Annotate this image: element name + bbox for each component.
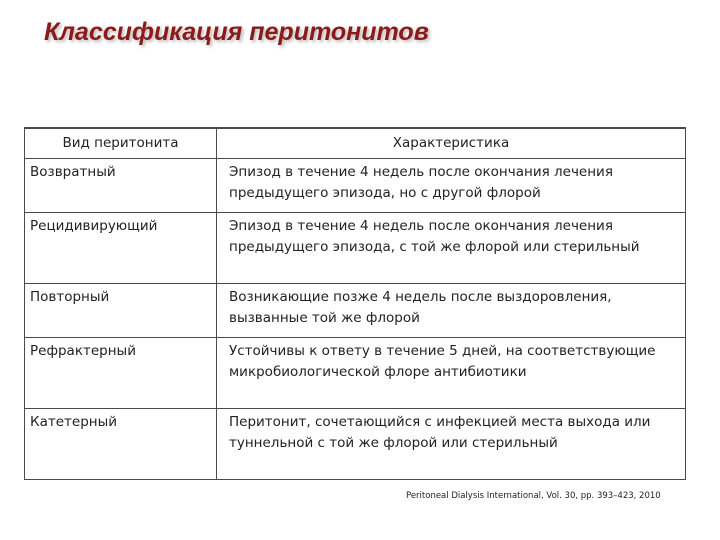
table-row xyxy=(25,409,686,480)
slide-title: Классификация перитонитов xyxy=(44,18,429,46)
peritonitis-type-cell: Рецидивирующий xyxy=(25,213,217,284)
peritonitis-type-cell: Возвратный xyxy=(25,159,217,213)
table-row xyxy=(25,338,686,409)
description-line: Устойчивы к ответу в течение 5 дней, на соответствующие xyxy=(229,343,656,359)
table-row xyxy=(25,159,686,213)
description-cell xyxy=(217,159,686,213)
description-line: предыдущего эпизода, с той же флорой или стерильный xyxy=(229,239,640,255)
description-line: предыдущего эпизода, но с другой флорой xyxy=(229,185,541,201)
classification-table xyxy=(24,127,686,480)
description-line: Эпизод в течение 4 недель после окончания лечения xyxy=(229,164,613,180)
description-line: Перитонит, сочетающийся с инфекцией места выхода или xyxy=(229,414,651,430)
column-header-description: Характеристика xyxy=(217,128,686,159)
description-line: микробиологической флоре антибиотики xyxy=(229,364,527,380)
description-line: туннельной с той же флорой или стерильный xyxy=(229,435,558,451)
column-header-type: Вид перитонита xyxy=(25,128,217,159)
peritonitis-type-cell: Катетерный xyxy=(25,409,217,480)
table-header-row xyxy=(25,128,686,159)
description-line: вызванные той же флорой xyxy=(229,310,420,326)
description-cell xyxy=(217,409,686,480)
description-line: Эпизод в течение 4 недель после окончания лечения xyxy=(229,218,613,234)
table-row xyxy=(25,213,686,284)
description-line: Возникающие позже 4 недель после выздоровления, xyxy=(229,289,612,305)
source-citation: Peritoneal Dialysis International, Vol. 30, pp. 393–423, 2010 xyxy=(406,491,661,501)
description-cell xyxy=(217,284,686,338)
description-cell xyxy=(217,338,686,409)
peritonitis-type-cell: Рефрактерный xyxy=(25,338,217,409)
peritonitis-type-cell: Повторный xyxy=(25,284,217,338)
table-row xyxy=(25,284,686,338)
description-cell xyxy=(217,213,686,284)
